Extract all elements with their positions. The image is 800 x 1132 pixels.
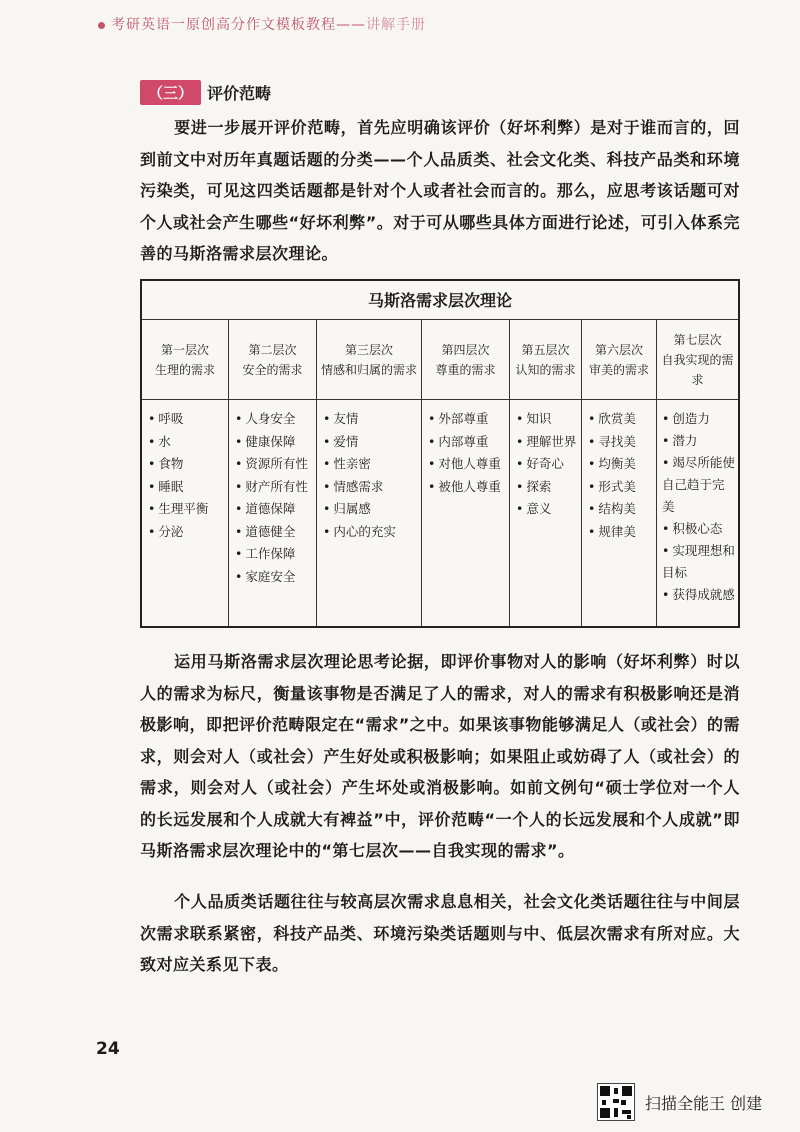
list-item: • 友情 <box>323 408 421 431</box>
list-item: • 道德保障 <box>235 498 316 521</box>
list-item: • 结构美 <box>588 498 656 521</box>
list-item: • 均衡美 <box>588 453 656 476</box>
section-number-badge: （三） <box>140 80 201 105</box>
list-item: • 探索 <box>516 476 581 499</box>
list-item: • 情感需求 <box>323 476 421 499</box>
list-item: • 水 <box>148 431 228 454</box>
list-item: • 竭尽所能使自己趋于完美 <box>662 452 736 518</box>
column-need: 生理的需求 <box>154 362 215 377</box>
list-item: • 欣赏美 <box>588 408 656 431</box>
column-items <box>582 400 656 543</box>
list-item: • 外部尊重 <box>428 408 509 431</box>
list-item: • 家庭安全 <box>235 566 316 589</box>
paragraph-2 <box>140 646 740 867</box>
section-heading <box>140 80 271 105</box>
column-items <box>229 400 316 588</box>
column-header <box>229 320 316 400</box>
maslow-column-3 <box>317 320 422 626</box>
running-header <box>98 14 426 34</box>
list-item: • 好奇心 <box>516 453 581 476</box>
column-header <box>422 320 509 400</box>
maslow-column-1 <box>142 320 229 626</box>
scanner-footer <box>597 1083 762 1121</box>
list-item: • 形式美 <box>588 476 656 499</box>
column-need: 尊重的需求 <box>435 362 496 377</box>
list-item: • 爱情 <box>323 431 421 454</box>
column-level: 第三层次 <box>344 342 393 357</box>
column-header <box>657 320 738 400</box>
list-item: • 归属感 <box>323 498 421 521</box>
section-title: 评价范畴 <box>207 84 272 103</box>
maslow-column-7 <box>657 320 738 626</box>
list-item: • 获得成就感 <box>662 584 736 606</box>
column-level: 第五层次 <box>521 342 570 357</box>
column-items <box>422 400 509 498</box>
list-item: • 食物 <box>148 453 228 476</box>
column-level: 第七层次 <box>673 332 722 347</box>
paragraph-2-text: 运用马斯洛需求层次理论思考论据，即评价事物对人的影响（好坏利弊）时以人的需求为标尺，衡量该事物是否满足了人的需求，对人的需求有积极影响还是消极影响，即把评价范畴限定在“需求”之中。如果该事物能够满足人（或社会）的需求，则会对人（或社会）产生好处或积极影响；如果阻止或妨碍了人（或社会）的需求，则会对人（或社会）产生坏处或消极影响。如前文例句“硕士学位对一个人的长远发展和个人成就大有裨益”中，评价范畴“一个人的长远发展和个人成就”即马斯洛需求层次理论中的“第七层次——自我实现的需求”。 <box>140 652 740 860</box>
list-item: • 寻找美 <box>588 431 656 454</box>
list-item: • 潜力 <box>662 430 736 452</box>
list-item: • 理解世界 <box>516 431 581 454</box>
maslow-column-6 <box>582 320 657 626</box>
list-item: • 对他人尊重 <box>428 453 509 476</box>
list-item: • 知识 <box>516 408 581 431</box>
list-item: • 财产所有性 <box>235 476 316 499</box>
column-level: 第四层次 <box>441 342 490 357</box>
page-number: 24 <box>96 1039 120 1059</box>
list-item: • 积极心态 <box>662 518 736 540</box>
list-item: • 分泌 <box>148 521 228 544</box>
column-need: 安全的需求 <box>242 362 303 377</box>
column-need: 审美的需求 <box>588 362 649 377</box>
list-item: • 规律美 <box>588 521 656 544</box>
list-item: • 性亲密 <box>323 453 421 476</box>
column-level: 第二层次 <box>248 342 297 357</box>
paragraph-3 <box>140 886 740 981</box>
column-level: 第一层次 <box>160 342 209 357</box>
scanner-credit: 扫描全能王 创建 <box>645 1093 763 1113</box>
qr-code-icon <box>597 1083 635 1121</box>
column-items <box>657 400 738 606</box>
column-header <box>582 320 656 400</box>
header-title: 考研英语一原创高分作文模板教程—— <box>111 17 366 33</box>
column-header <box>142 320 228 400</box>
list-item: • 道德健全 <box>235 521 316 544</box>
maslow-column-2 <box>229 320 317 626</box>
maslow-table-title: 马斯洛需求层次理论 <box>142 281 738 320</box>
column-items <box>510 400 581 521</box>
list-item: • 健康保障 <box>235 431 316 454</box>
header-bullet-icon <box>98 22 105 29</box>
list-item: • 睡眠 <box>148 476 228 499</box>
list-item: • 呼吸 <box>148 408 228 431</box>
column-need: 认知的需求 <box>515 362 576 377</box>
list-item: • 资源所有性 <box>235 453 316 476</box>
column-level: 第六层次 <box>594 342 643 357</box>
maslow-column-4 <box>422 320 510 626</box>
column-need: 情感和归属的需求 <box>320 362 417 377</box>
paragraph-1-text: 要进一步展开评价范畴，首先应明确该评价（好坏利弊）是对于谁而言的，回到前文中对历年真题话题的分类——个人品质类、社会文化类、科技产品类和环境污染类，可见这四类话题都是针对个人或者社会而言的。那么，应思考该话题可对个人或社会产生哪些“好坏利弊”。对于可从哪些具体方面进行论述，可引入体系完善的马斯洛需求层次理论。 <box>140 118 740 263</box>
column-header <box>317 320 421 400</box>
column-need: 自我实现的需求 <box>661 352 734 387</box>
list-item: • 意义 <box>516 498 581 521</box>
maslow-table <box>140 279 740 628</box>
list-item: • 被他人尊重 <box>428 476 509 499</box>
list-item: • 生理平衡 <box>148 498 228 521</box>
list-item: • 内心的充实 <box>323 521 421 544</box>
column-items <box>317 400 421 543</box>
column-header <box>510 320 581 400</box>
list-item: • 人身安全 <box>235 408 316 431</box>
list-item: • 内部尊重 <box>428 431 509 454</box>
list-item: • 实现理想和目标 <box>662 540 736 584</box>
maslow-column-5 <box>510 320 582 626</box>
list-item: • 工作保障 <box>235 543 316 566</box>
paragraph-3-text: 个人品质类话题往往与较高层次需求息息相关，社会文化类话题往往与中间层次需求联系紧密，科技产品类、环境污染类话题则与中、低层次需求有所对应。大致对应关系见下表。 <box>140 892 740 974</box>
paragraph-1 <box>140 112 740 270</box>
list-item: • 创造力 <box>662 408 736 430</box>
column-items <box>142 400 228 543</box>
header-title-faded: 讲解手册 <box>366 17 426 33</box>
